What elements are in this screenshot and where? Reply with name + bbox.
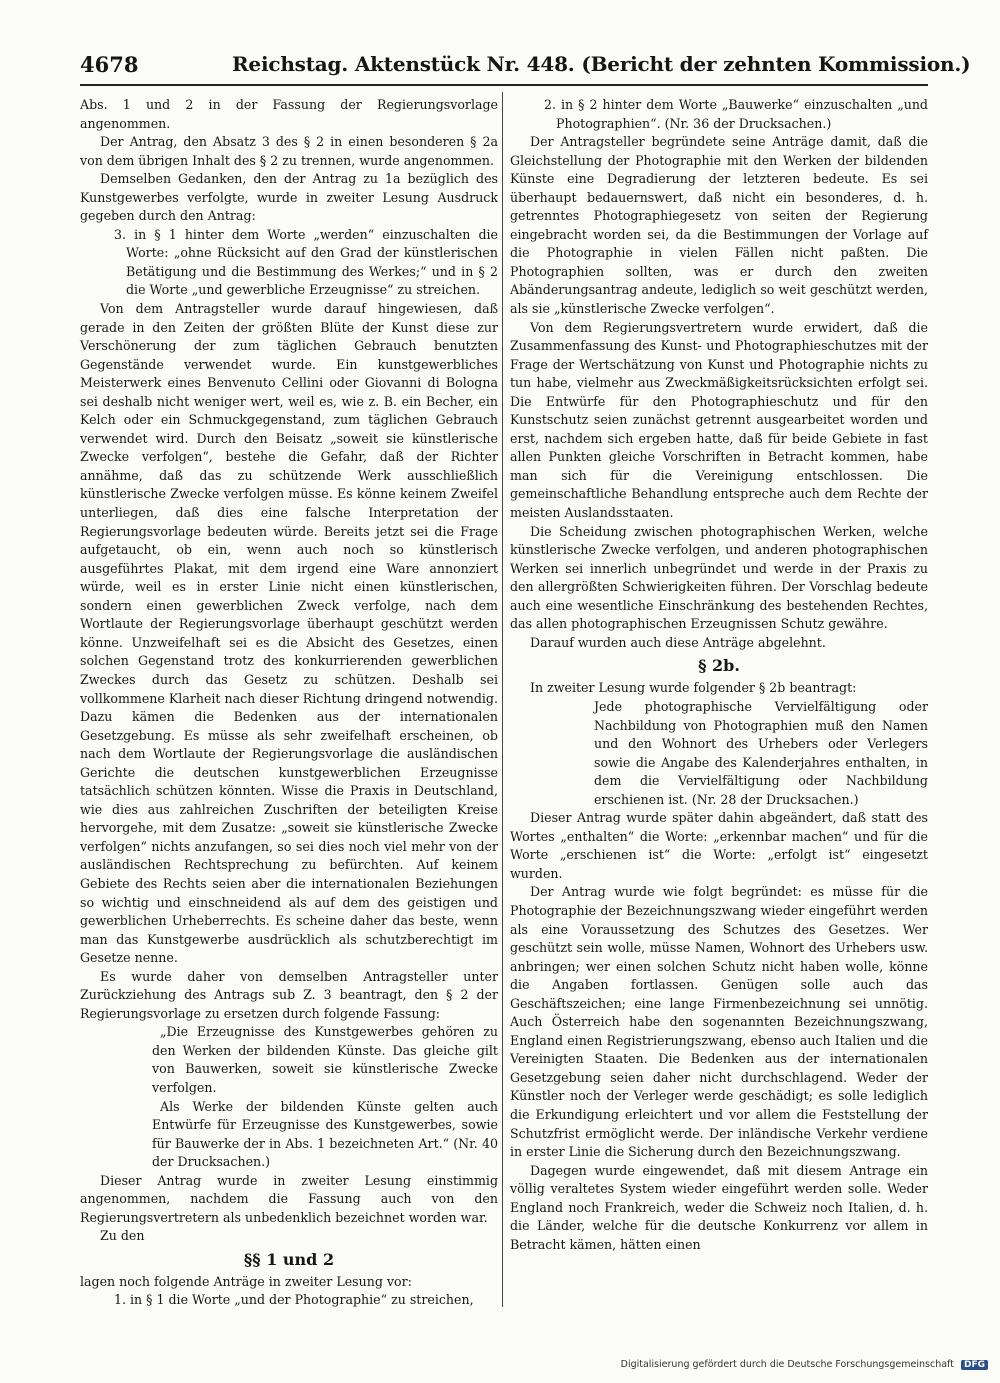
quoted-text: Jede photographische Vervielfältigung oder Nachbildung von Photographien muß den Namen und den Wohnort des Urhebers oder Verlegers sowie die Angabe des Kalenderjahres enthalten, in dem die Vervielfältigung oder Nachbildung erschienen ist. (Nr. 28 der Drucksachen.) xyxy=(594,698,928,807)
left-column xyxy=(80,96,498,1310)
credit-text: Digitalisierung gefördert durch die Deutsche Forschungsgemeinschaft xyxy=(620,1359,954,1370)
paragraph: Demselben Gedanken, den der Antrag zu 1a bezüglich des Kunstgewerbes verfolgte, wurde in zweiter Lesung Ausdruck gegeben durch den Antrag: xyxy=(80,171,498,224)
right-column xyxy=(510,96,928,1254)
section-heading: § 2b. xyxy=(698,656,740,676)
paragraph: Der Antrag wurde wie folgt begründet: es müsse für die Photographie der Bezeichnungszwang wieder eingeführt werden als eine Voraussetzung des Schutzes des Gesetzes. Wer geschützt sein wolle, müsse Namen, Wohnort des Urhebers usw. anbringen; wer einen solchen Schutz nicht haben wolle, könne die Angaben fortlassen. Genügen solle auch das Geschäftszeichen; eine lange Firmenbezeichnung sei unnötig. Auch Österreich habe den sogenannten Bezeichnungszwang, England einen Registrierungszwang, ebenso auch Italien und die Vereinigten Staaten. Die Bedenken aus der internationalen Gesetzgebung seien daher nicht durchschlagend. Weder der Künstler noch der Verleger werde geschädigt; es solle lediglich die Erkundigung erleichtert und vor allem die Feststellung der Schutzfrist ermöglicht werde. Der inländische Verkehr verdiene in erster Linie die Sicherung durch den Bezeichnungszwang. xyxy=(510,884,928,1160)
running-title: Reichstag. Aktenstück Nr. 448. (Bericht der zehnten Kommission.) xyxy=(232,52,971,76)
paragraph: Dieser Antrag wurde später dahin abgeändert, daß statt des Wortes „enthalten“ die Worte: „erkennbar machen“ und für die Worte „erschienen ist“ die Worte: „erfolgt ist“ eingesetzt wurden. xyxy=(510,810,928,881)
paragraph: Dagegen wurde eingewendet, daß mit diesem Antrage ein völlig veraltetes System wieder eingeführt werden solle. Weder England noch Frankreich, weder die Schweiz noch Italien, d. h. die Länder, welche für die deutsche Konkurrenz vor allem in Betracht kämen, hätten einen xyxy=(510,1162,928,1252)
paragraph: Die Scheidung zwischen photographischen Werken, welche künstlerische Zwecke verfolgen, und anderen photographischen Werken sei innerlich unbegründet und werde in der Praxis zu den allergrößten Schwierigkeiten führen. Der Vorschlag bedeute auch eine wesentliche Einschränkung des bestehenden Rechtes, das allen photographischen Erzeugnissen Schutz gewähre. xyxy=(510,523,928,632)
paragraph: Der Antragsteller begründete seine Anträge damit, daß die Gleichstellung der Photographie mit den Werken der bildenden Künste eine Degradierung der letzteren bedeute. Es sei überhaupt bedauernswert, daß nicht ein besonderes, d. h. getrenntes Photographiegesetz von seiten der Regierung eingebracht worden sei, da die Bestimmungen der Vorlage auf die Photographie in vielen Fällen nicht paßten. Die Photographien sollten, was er durch den zweiten Abänderungsantrag andeute, lediglich so weit geschützt werden, als sie „künstlerische Zwecke verfolgen“. xyxy=(510,134,928,317)
column-divider xyxy=(502,92,503,1307)
paragraph: Zu den xyxy=(100,1228,145,1244)
header-rule xyxy=(80,84,928,86)
dfg-logo: DFG xyxy=(961,1360,988,1370)
section-heading: §§ 1 und 2 xyxy=(243,1249,335,1269)
motion-item: 2. in § 2 hinter dem Worte „Bauwerke“ einzuschalten „und Photographien“. (Nr. 36 der Drucksachen.) xyxy=(544,97,928,131)
paragraph: Der Antrag, den Absatz 3 des § 2 in einen besonderen § 2a von dem übrigen Inhalt des § 2 zu trennen, wurde angenommen. xyxy=(80,134,498,168)
digitization-credit xyxy=(621,1359,988,1370)
paragraph: Von dem Regierungsvertretern wurde erwidert, daß die Zusammenfassung des Kunst- und Photographieschutzes mit der Frage der Wertschätzung von Kunst und Photographie nichts zu tun habe, vielmehr aus Zweckmäßigkeitsrücksichten erfolgt sei. Die Entwürfe für den Photographieschutz und für den Kunstschutz seien zunächst getrennt ausgearbeitet worden und erst, nachdem sich ergeben hatte, daß für beide Gebiete in fast allen Punkten gleiche Vorschriften in Betracht kommen, habe man sich für die Vereinigung entschlossen. Die gemeinschaftliche Behandlung entspreche auch dem Rechte der meisten Auslandsstaaten. xyxy=(510,319,928,521)
paragraph: Es wurde daher von demselben Antragsteller unter Zurückziehung des Antrags sub Z. 3 beantragt, den § 2 der Regierungsvorlage zu ersetzen durch folgende Fassung: xyxy=(80,968,498,1021)
motion-item: 3. in § 1 hinter dem Worte „werden“ einzuschalten die Worte: „ohne Rücksicht auf den Grad der künstlerischen Betätigung und die Bestimmung des Werkes;“ und in § 2 die Worte „und gewerbliche Erzeugnisse“ zu streichen. xyxy=(114,226,498,298)
paragraph: Abs. 1 und 2 in der Fassung der Regierungsvorlage angenommen. xyxy=(80,97,498,131)
paragraph: Dieser Antrag wurde in zweiter Lesung einstimmig angenommen, nachdem die Fassung auch von den Regierungsvertretern als unbedenklich bezeichnet worden war. xyxy=(80,1172,498,1225)
quoted-text: „Die Erzeugnisse des Kunstgewerbes gehören zu den Werken der bildenden Künste. Das gleiche gilt von Bauwerken, soweit sie künstlerische Zwecke verfolgen. xyxy=(152,1024,498,1095)
paragraph: In zweiter Lesung wurde folgender § 2b beantragt: xyxy=(530,680,857,696)
page-number: 4678 xyxy=(80,52,139,77)
motion-item: 1. in § 1 die Worte „und der Photographie“ zu streichen, xyxy=(114,1292,474,1308)
quoted-text: Als Werke der bildenden Künste gelten auch Entwürfe für Erzeugnisse des Kunstgewerbes, sowie für Bauwerke der in Abs. 1 bezeichneten Art.“ (Nr. 40 der Drucksachen.) xyxy=(152,1098,498,1170)
paragraph: Von dem Antragsteller wurde darauf hingewiesen, daß gerade in den Zeiten der größten Blüte der Kunst diese zur Verschönerung der zum täglichen Gebrauch benutzten Gegenstände verwendet wurde. Ein kunstgewerbliches Meisterwerk eines Benvenuto Cellini oder Giovanni di Bologna sei deshalb nicht weniger wert, weil es, wie z. B. ein Becher, ein Kelch oder ein Schmuckgegenstand, zum täglichen Gebrauch verwendet wird. Durch den Beisatz „soweit sie künstlerische Zwecke verfolgen“, bestehe die Gefahr, daß der Richter annähme, daß das zu schützende Werk ausschließlich künstlerische Zwecke verfolgen müsse. Es könne keinem Zweifel unterliegen, daß dies eine falsche Interpretation der Regierungsvorlage bedeuten würde. Bereits jetzt sei die Frage aufgetaucht, ob ein, wenn auch noch so künstlerisch ausgeführtes Plakat, mit dem irgend eine Ware annonziert würde, weil es in erster Linie nicht einen künstlerischen, sondern einen gewerblichen Zweck verfolge, nach dem Wortlaute der Regierungsvorlage überhaupt geschützt werden könne. Unzweifelhaft sei es die Absicht des Gesetzes, einen solchen Gegenstand trotz des konkurrierenden gewerblichen Zweckes durch das Gesetz zu schützen. Deshalb sei vollkommene Klarheit nach dieser Richtung dringend notwendig. Dazu kämen die Bedenken aus der internationalen Gesetzgebung. Es müsse als sehr zweifelhaft erscheinen, ob nach dem Wortlaute der Regierungsvorlage die ausländischen Gerichte die deutschen kunstgewerblichen Erzeugnisse tatsächlich schützen könnten. Wisse die Praxis in Deutschland, wie dies aus zahlreichen Zuschriften der beteiligten Kreise hervorgehe, mit dem Zusatze: „soweit sie künstlerische Zwecke verfolgen“ nichts anzufangen, so sei dies noch viel mehr von der ausländischen Rechtsprechung zu befürchten. Auf keinem Gebiete des Rechts seien aber die internationalen Beziehungen so wichtig und einschneidend als auf dem des geistigen und gewerblichen Urheberrechts. Es scheine daher das beste, wenn man das Kunstgewerbe ausdrücklich als schutzberechtigt im Gesetze nenne. xyxy=(80,301,498,966)
paragraph: lagen noch folgende Anträge in zweiter Lesung vor: xyxy=(80,1273,412,1289)
paragraph: Darauf wurden auch diese Anträge abgelehnt. xyxy=(530,634,826,650)
